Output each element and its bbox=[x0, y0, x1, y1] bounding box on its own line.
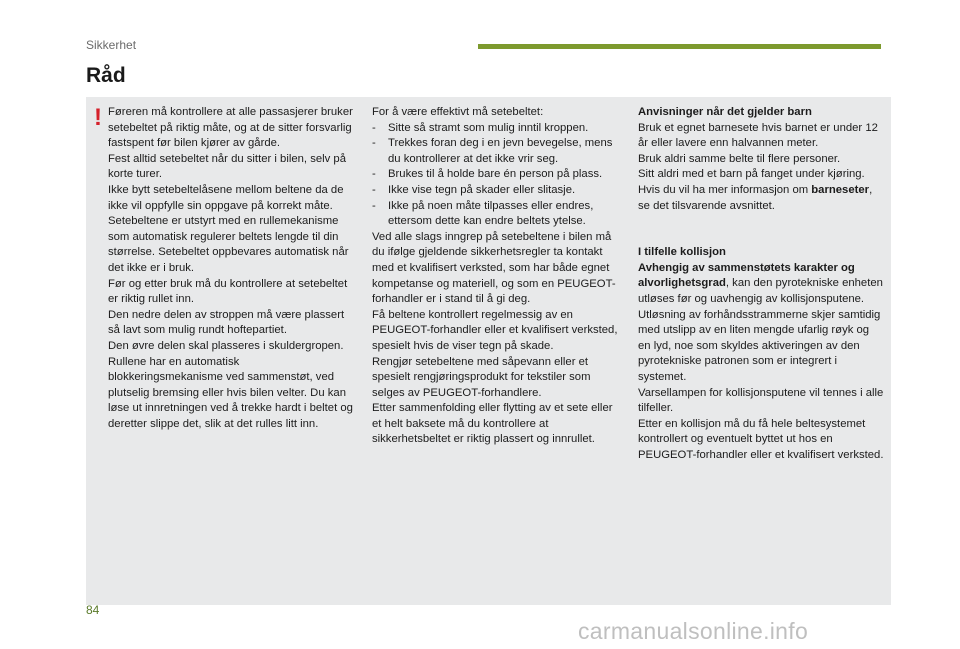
list-item: - Trekkes foran deg i en jevn bevegelse, mens du kontrollerer at det ikke vrir seg. bbox=[372, 137, 613, 165]
header-accent-bar bbox=[478, 44, 881, 49]
column-children-collision bbox=[638, 105, 884, 463]
collision-text: Avhengig av sammenstøtets karakter og alvorlighetsgrad, kan den pyrotekniske enheten utløses før og uavhengig av kollisjonsputene. Utløsning av forhåndsstrammerne skjer samtidig med utslipp av en liten mengde ufarlig røyk og en lyd, noe som skyldes aktiveringen av den pyrotekniske patronen som er integrert i systemet. Varsellampen for kollisjonsputene vil tennes i alle tilfeller. Etter en kollisjon må du få hele beltesystemet kontrollert og eventuelt byttet ut hos en PEUGEOT-forhandler eller et kvalifisert verksted. bbox=[638, 261, 884, 461]
column-driver-advice bbox=[108, 105, 356, 432]
list-item: - Brukes til å holde bare én person på plass. bbox=[372, 168, 603, 181]
children-text: Bruk et egnet barnesete hvis barnet er under 12 år eller lavere enn halvannen meter. Bruk aldri samme belte til flere personer. Sitt aldri med et barn på fanget under kjøring. Hvis du vil ha mer informasjon om barneseter, se det tilsvarende avsnittet. bbox=[638, 121, 878, 212]
column-belt-effectiveness bbox=[372, 105, 620, 448]
page-number: 84 bbox=[86, 603, 100, 617]
section-label: Sikkerhet bbox=[86, 38, 137, 52]
list-item: - Sitte så stramt som mulig inntil kroppen. bbox=[372, 121, 589, 134]
exclamation-icon: ! bbox=[94, 104, 102, 131]
collision-heading: I tilfelle kollisjon bbox=[638, 246, 726, 259]
driver-advice-text: Føreren må kontrollere at alle passasjerer bruker setebeltet på riktig måte, og at de sitter forsvarlig fastspent før bilen kjører av gårde. Fest alltid setebeltet når du sitter i bilen, selv på korte turer. Ikke bytt setebeltelåsene mellom beltene da de ikke vil oppfylle sin oppgave på korrekt måte. Setebeltene er utstyrt med en rullemekanisme som automatisk regulerer beltets lengde til din størrelse. Setebeltet oppbevares automatisk når det ikke er i bruk. Før og etter bruk må du kontrollere at setebeltet er riktig rullet inn. Den nedre delen av stroppen må være plassert så lavt som mulig rundt hoftepartiet. Den øvre delen skal plasseres i skuldergropen. Rullene har en automatisk blokkeringsmekanisme ved sammenstøt, ved plutselig bremsing eller hvis bilen velter. Du kan løse ut innretningen ved å trekke hardt i beltet og deretter slippe det, slik at det rulles litt inn. bbox=[108, 106, 353, 430]
belt-maintenance-text: Ved alle slags inngrep på setebeltene i bilen må du ifølge gjeldende sikkerhetsregler ta kontakt med et kvalifisert verksted, som har både egnet kompetanse og materiell, og som en PEUGEOT-forhandler er i stand til å gi deg. Få beltene kontrollert regelmessig av en PEUGEOT-forhandler eller et kvalifisert verksted, spesielt hvis de viser tegn på skade. Rengjør setebeltene med såpevann eller et spesielt rengjøringsprodukt for tekstiler som selges av PEUGEOT-forhandlere. Etter sammenfolding eller flytting av et sete eller et helt baksete må du kontrollere at sikkerhetsbeltet er riktig plassert og innrullet. bbox=[372, 230, 618, 446]
list-item: - Ikke vise tegn på skader eller slitasje. bbox=[372, 183, 576, 196]
advice-panel bbox=[86, 97, 891, 605]
watermark: carmanualsonline.info bbox=[578, 618, 809, 644]
children-heading: Anvisninger når det gjelder barn bbox=[638, 106, 812, 118]
belt-intro: For å være effektivt må setebeltet: bbox=[372, 106, 544, 118]
page-title: Råd bbox=[86, 64, 126, 87]
list-item: - Ikke på noen måte tilpasses eller endres, ettersom dette kan endre beltets ytelse. bbox=[372, 199, 594, 228]
